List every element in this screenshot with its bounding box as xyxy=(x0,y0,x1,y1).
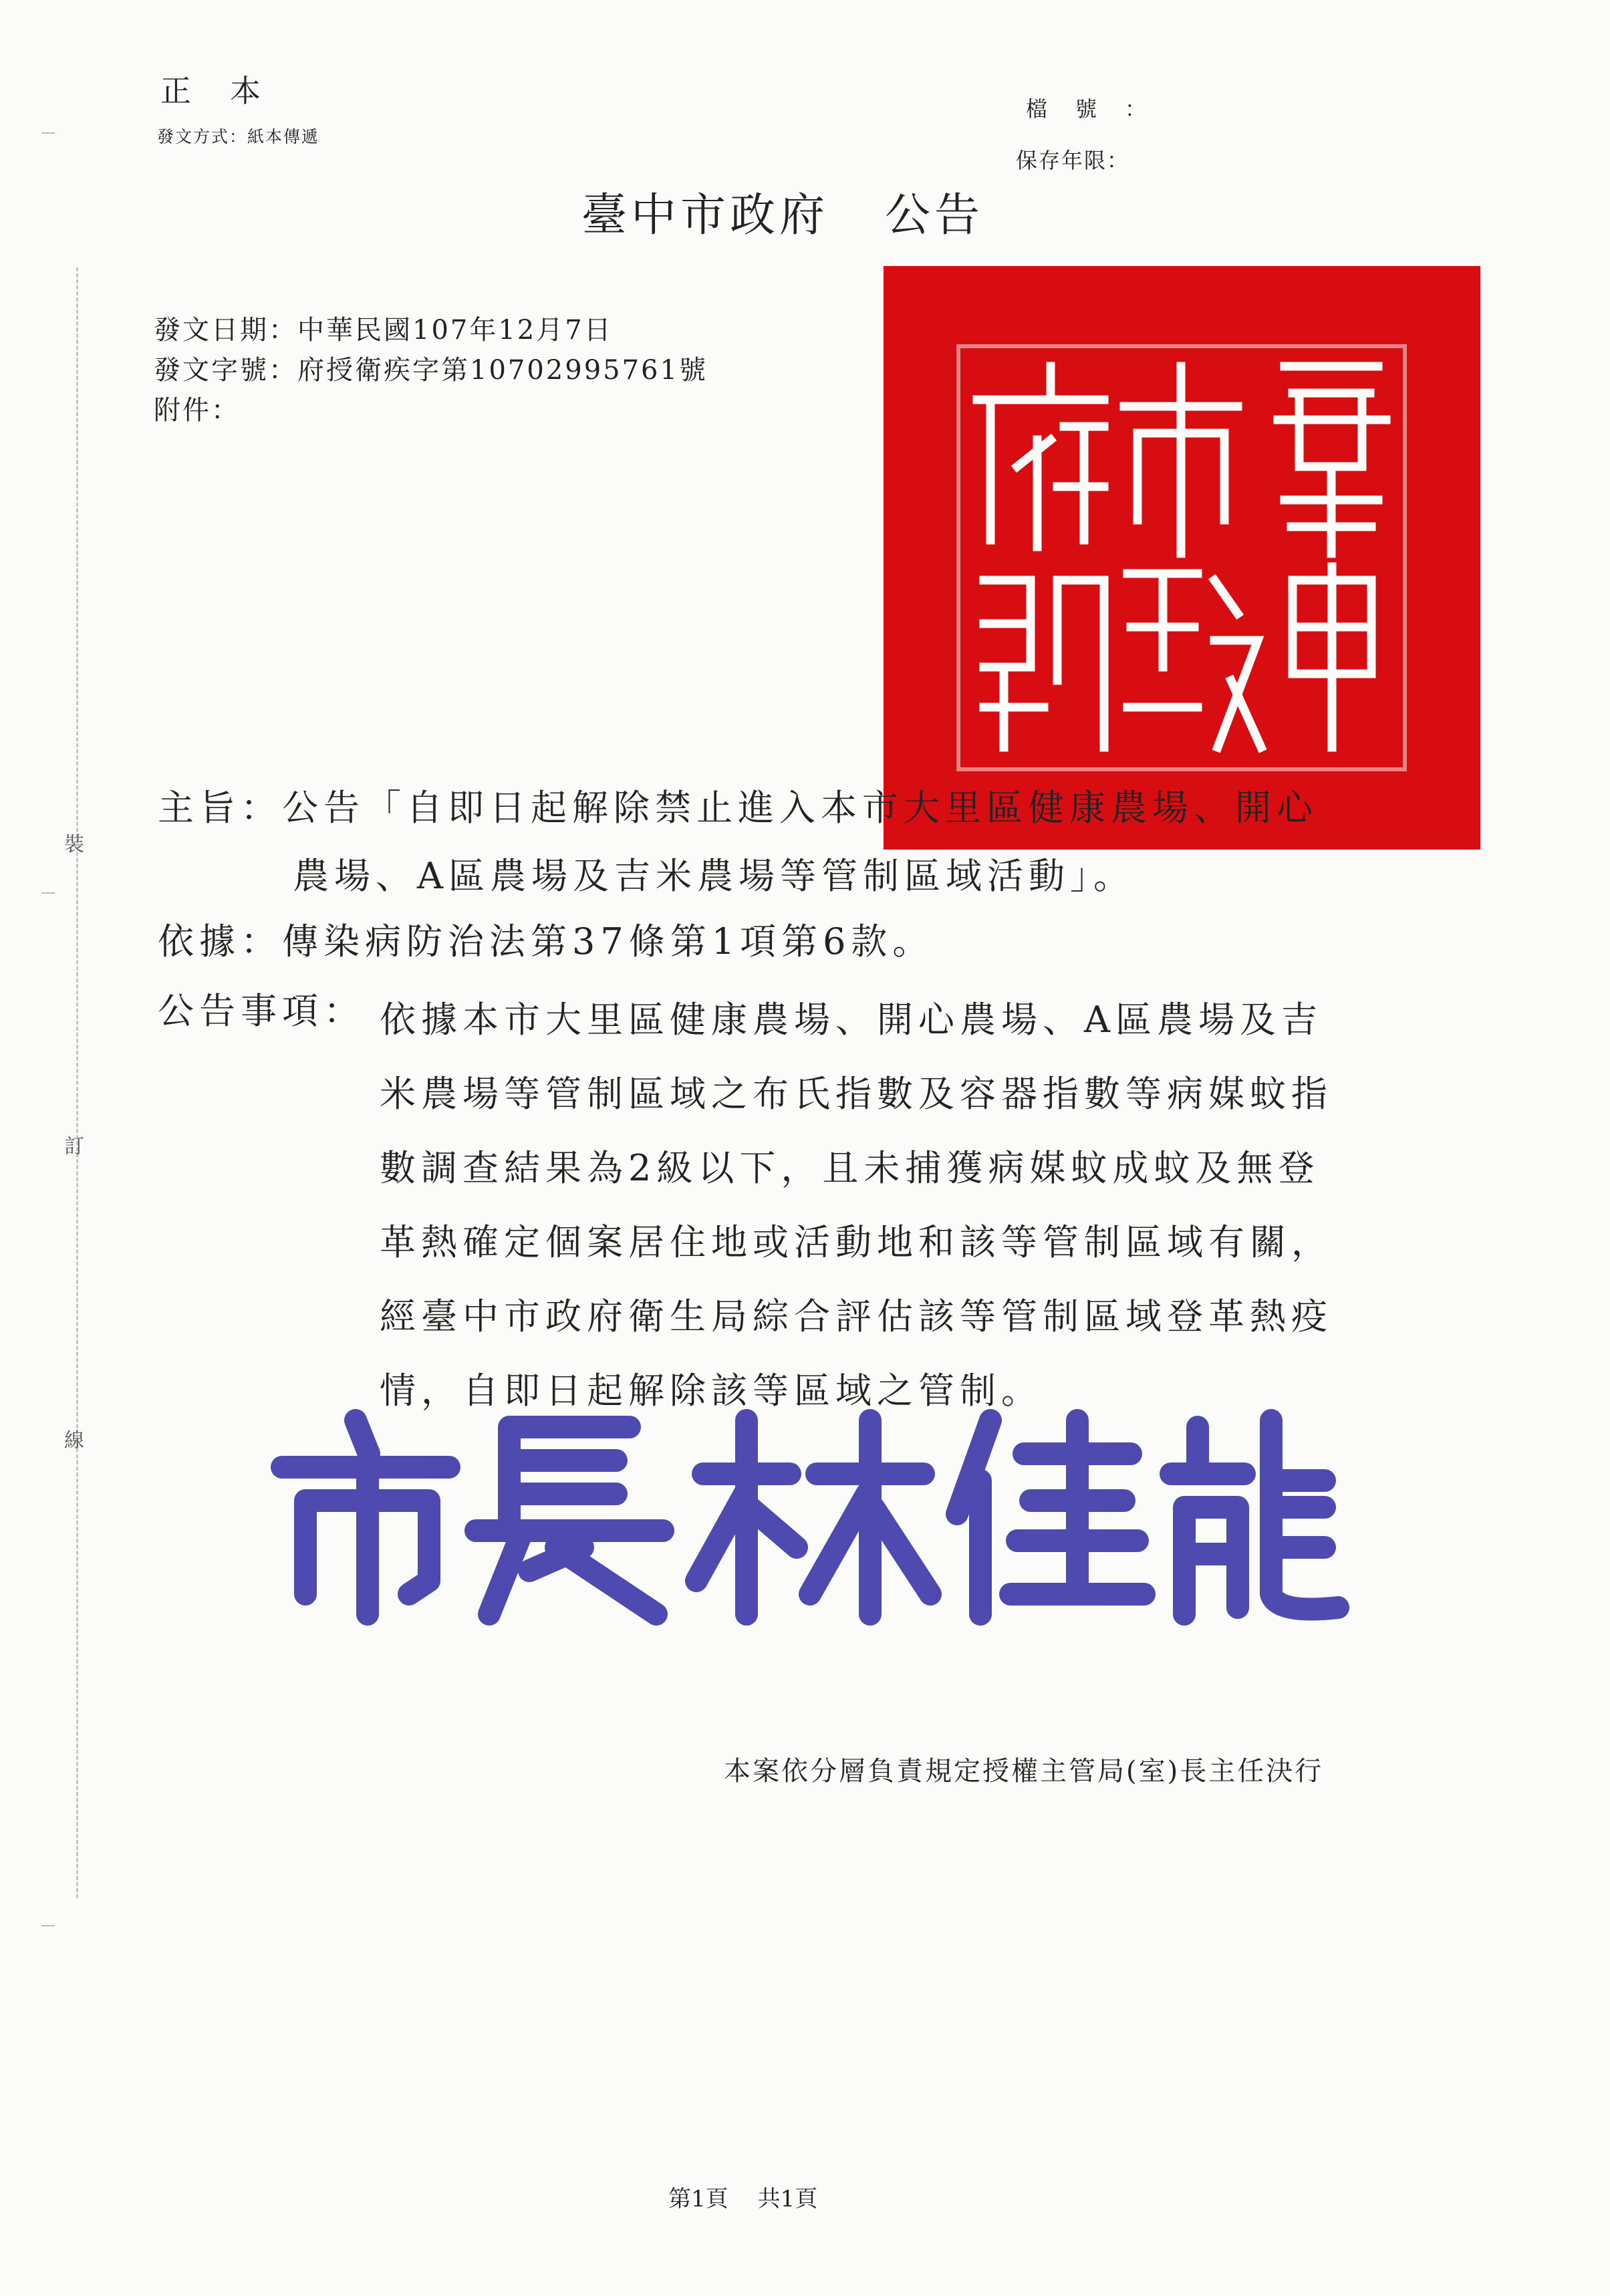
binding-line xyxy=(76,267,78,1898)
notice-body xyxy=(380,983,1429,1428)
notice-line: 革熱確定個案居住地或活動地和該等管制區域有關， xyxy=(380,1221,1333,1263)
legal-basis: 依據：傳染病防治法第37條第1項第6款。 xyxy=(158,920,934,963)
delegation-note: 本案依分層負責規定授權主管局(室)長主任決行 xyxy=(724,1756,1324,1787)
page-total: 共1頁 xyxy=(757,2186,818,2212)
title-org: 臺中市政府 xyxy=(581,189,829,242)
title-doc-type: 公告 xyxy=(885,189,984,242)
retention-period-field: 保存年限： xyxy=(1016,148,1130,173)
official-seal xyxy=(884,266,1480,850)
notice-line: 米農場等管制區域之布氏指數及容器指數等病媒蚊指 xyxy=(380,1073,1333,1115)
notice-label: 公告事項： xyxy=(158,990,365,1032)
issue-date: 發文日期：中華民國107年12月7日 xyxy=(154,315,613,346)
notice-line: 情，自即日起解除該等區域之管制。 xyxy=(380,1370,1043,1412)
seal-glyphs xyxy=(884,266,1480,850)
mayor-signature-stamp xyxy=(269,1394,1351,1634)
subject-line-2: 農場、A區農場及吉米農場等管制區域活動」。 xyxy=(293,855,1135,897)
margin-tick xyxy=(41,892,55,894)
file-number-colon: ： xyxy=(1125,96,1147,122)
send-method: 發文方式：紙本傳遞 xyxy=(157,127,320,146)
attachment: 附件： xyxy=(154,395,240,426)
page-title xyxy=(581,179,984,244)
binding-mark-1: 裝 xyxy=(64,833,84,856)
binding-mark-2: 訂 xyxy=(64,1135,84,1158)
binding-mark-3: 線 xyxy=(64,1429,84,1452)
file-number-label: 檔號 xyxy=(1026,96,1125,122)
page-current: 第1頁 xyxy=(668,2186,728,2212)
margin-tick xyxy=(41,132,55,134)
signature-brush xyxy=(269,1394,1351,1634)
page-number xyxy=(668,2180,817,2213)
subject-line-1: 主旨：公告「自即日起解除禁止進入本市大里區健康農場、開心 xyxy=(158,787,1318,829)
notice-line: 依據本市大里區健康農場、開心農場、A區農場及吉 xyxy=(380,999,1323,1041)
notice-line: 數調查結果為2級以下，且未捕獲病媒蚊成蚊及無登 xyxy=(380,1147,1320,1189)
copy-label: 正本 xyxy=(160,73,299,109)
margin-tick xyxy=(41,1925,55,1926)
file-number-field xyxy=(1026,92,1146,123)
document-number: 發文字號：府授衛疾字第10702995761號 xyxy=(154,355,708,386)
notice-line: 經臺中市政府衛生局綜合評估該等管制區域登革熱疫 xyxy=(380,1295,1333,1337)
